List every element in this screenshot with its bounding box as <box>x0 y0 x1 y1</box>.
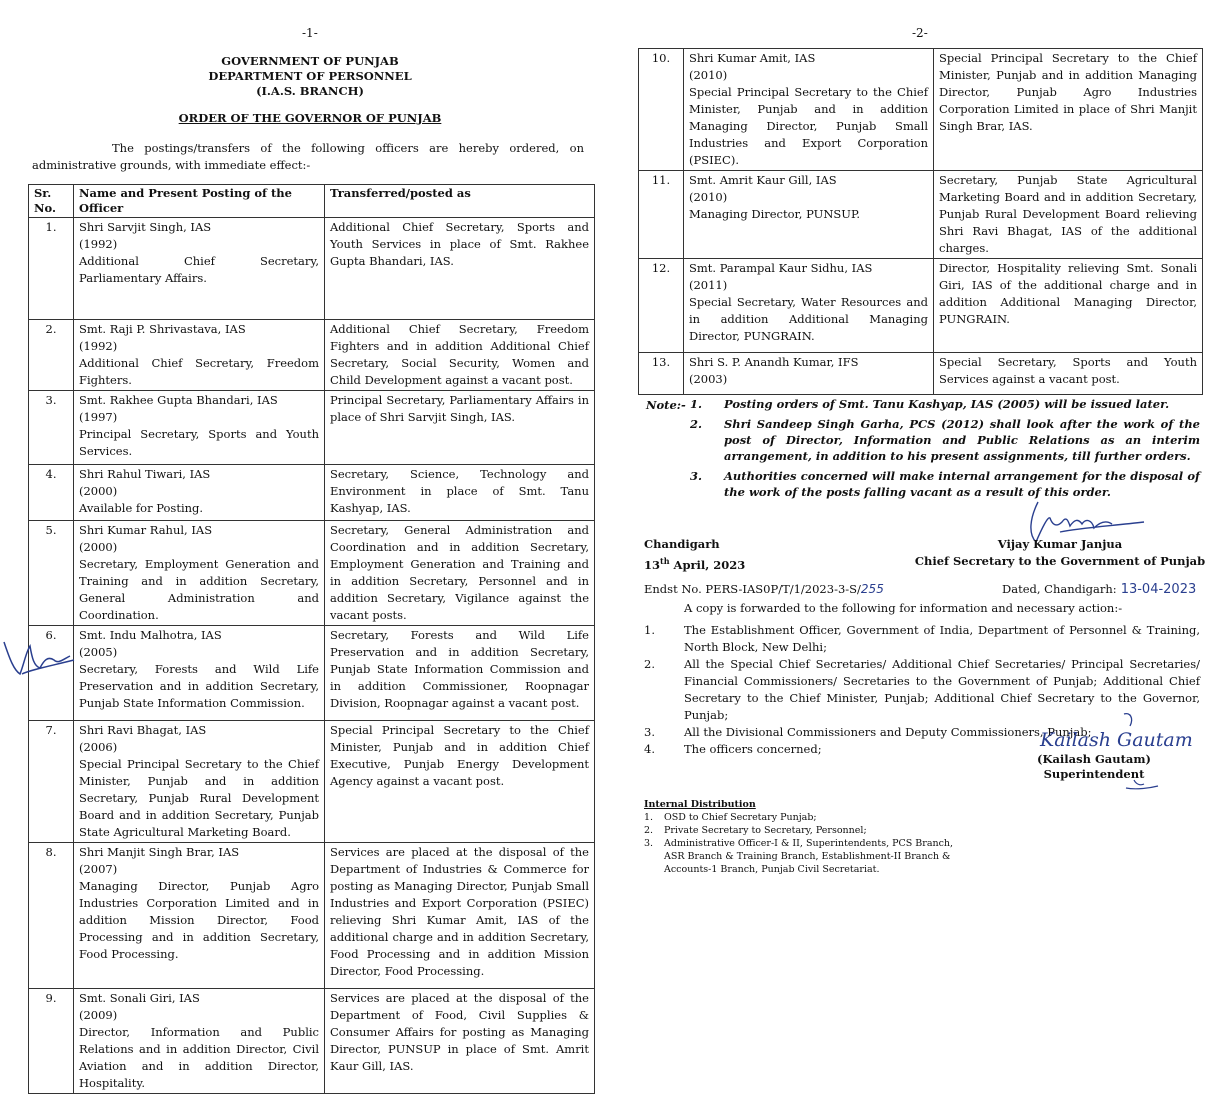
present-posting: Additional Chief Secretary, Freedom Fighters. <box>79 356 319 387</box>
officer-batch: (2009) <box>79 1008 118 1022</box>
note-text: Posting orders of Smt. Tanu Kashyap, IAS (2005) will be issued later. <box>724 397 1170 411</box>
superintendent-tick <box>1122 776 1162 792</box>
officer-name: Shri Manjit Singh Brar, IAS <box>79 845 240 859</box>
sr-no: 6. <box>29 626 74 721</box>
transferred-as: Additional Chief Secretary, Freedom Fighters and in addition Additional Chief Secretary, Social Security, Women and Child Development against a vacant post. <box>325 320 595 391</box>
sr-no: 2. <box>29 320 74 391</box>
officer-cell <box>74 626 325 721</box>
officer-cell <box>684 49 934 171</box>
officer-name: Smt. Sonali Giri, IAS <box>79 991 200 1005</box>
officer-name: Shri Rahul Tiwari, IAS <box>79 467 211 481</box>
officer-name: Smt. Indu Malhotra, IAS <box>79 628 222 642</box>
superintendent-signature <box>1038 710 1193 758</box>
officer-cell <box>74 721 325 843</box>
officer-cell <box>74 465 325 521</box>
note-text: Shri Sandeep Singh Garha, PCS (2012) shall look after the work of the post of Director, Information and Public Relations as an interim arrangement, in addition to his present assignments, till further orders. <box>724 417 1200 463</box>
sr-no: 4. <box>29 465 74 521</box>
transferred-as: Director, Hospitality relieving Smt. Sonali Giri, IAS of the additional charge and in addition Additional Managing Director, PUNGRAIN. <box>934 259 1203 353</box>
sr-no: 7. <box>29 721 74 843</box>
sr-no: 9. <box>29 989 74 1094</box>
present-posting: Available for Posting. <box>79 501 204 515</box>
officer-name: Smt. Parampal Kaur Sidhu, IAS <box>689 261 873 275</box>
place: Chandigarh <box>644 537 720 551</box>
present-posting: Special Principal Secretary to the Chief Minister, Punjab and in addition Managing Director, Punjab Small Industries and Export Corporation (PSIEC). <box>689 85 928 167</box>
table-header-row <box>29 185 595 218</box>
sr-no: 1. <box>29 218 74 320</box>
order-date <box>644 553 745 574</box>
transferred-as: Secretary, Science, Technology and Environment in place of Smt. Tanu Kashyap, IAS. <box>325 465 595 521</box>
transferred-as: Principal Secretary, Parliamentary Affairs in place of Shri Sarvjit Singh, IAS. <box>325 391 595 465</box>
date-suffix: th <box>660 556 670 566</box>
order-title: ORDER OF THE GOVERNOR OF PUNJAB <box>178 111 442 125</box>
internal-item <box>644 837 964 876</box>
note-label: Note:- <box>646 398 686 412</box>
officer-cell <box>74 391 325 465</box>
sr-no: 10. <box>639 49 684 171</box>
officer-batch: (1992) <box>79 237 118 251</box>
table-row <box>29 721 595 843</box>
letterhead-line: (I.A.S. BRANCH) <box>256 84 364 98</box>
endst-text: Endst No. PERS-IAS0P/T/1/2023-3-S/ <box>644 582 861 596</box>
col-header-sr: Sr. No. <box>29 185 74 218</box>
endorsement-date <box>1002 582 1196 597</box>
officer-batch: (2000) <box>79 484 118 498</box>
note-item <box>690 396 1200 412</box>
transferred-as: Secretary, Forests and Wild Life Preservation and in addition Secretary, Punjab State Information Commission and in addition Commissioner, Roopnagar Division, Roopnagar against a vacant post. <box>325 626 595 721</box>
table-row <box>639 259 1203 353</box>
present-posting: Secretary, Forests and Wild Life Preservation and in addition Secretary, Punjab State Information Commission. <box>79 662 319 710</box>
initials-mark <box>0 630 80 680</box>
officer-batch: (2003) <box>689 372 728 386</box>
transferred-as: Secretary, General Administration and Coordination and in addition Secretary, Employment Generation and Training and in addition Secretary, Personnel and in addition Secretary, Vigilance against the vacant posts. <box>325 521 595 626</box>
internal-item <box>644 811 964 824</box>
sr-no: 8. <box>29 843 74 989</box>
recipient-item <box>644 622 1200 656</box>
intro-paragraph: The postings/transfers of the following officers are hereby ordered, on administrative grounds, with immediate effect:- <box>32 141 584 172</box>
page-number: -2- <box>912 26 928 40</box>
transferred-as: Services are placed at the disposal of the Department of Industries & Commerce for posting as Managing Director, Punjab Small Industries and Export Corporation (PSIEC) relieving Shri Kumar Amit, IAS of the additional charge and in addition Secretary, Food Processing and in addition Mission Director, Food Processing. <box>325 843 595 989</box>
officer-cell <box>74 843 325 989</box>
table-body <box>639 49 1203 395</box>
table-row <box>29 843 595 989</box>
officer-batch: (1992) <box>79 339 118 353</box>
officer-cell <box>684 171 934 259</box>
col-header-posted: Transferred/posted as <box>325 185 595 218</box>
col-header-name: Name and Present Posting of the Officer <box>74 185 325 218</box>
transferred-as: Special Principal Secretary to the Chief Minister, Punjab and in addition Chief Executive, Punjab Energy Development Agency against a vacant post. <box>325 721 595 843</box>
signer-name: Vijay Kumar Janjua <box>997 537 1123 551</box>
table-row <box>639 171 1203 259</box>
recipient-number: 3. <box>644 725 655 739</box>
note-item <box>690 468 1200 500</box>
officer-name: Smt. Rakhee Gupta Bhandari, IAS <box>79 393 278 407</box>
internal-distribution-title: Internal Distribution <box>644 799 756 810</box>
present-posting: Managing Director, PUNSUP. <box>689 207 861 221</box>
sr-no: 3. <box>29 391 74 465</box>
recipient-number: 1. <box>644 623 655 637</box>
present-posting: Director, Information and Public Relations and in addition Director, Civil Aviation and in addition Director, Hospitality. <box>79 1025 319 1090</box>
sr-no: 13. <box>639 353 684 395</box>
present-posting: Additional Chief Secretary, Parliamentary Affairs. <box>79 254 319 285</box>
officer-name: Shri Kumar Rahul, IAS <box>79 523 213 537</box>
internal-item <box>644 824 964 837</box>
note-number: 3. <box>690 469 703 483</box>
sr-no: 11. <box>639 171 684 259</box>
endst-handwritten: 255 <box>860 582 884 596</box>
transferred-as: Secretary, Punjab State Agricultural Marketing Board and in addition Secretary, Punjab Rural Development Board relieving Shri Ravi Bhagat, IAS of the additional charges. <box>934 171 1203 259</box>
page-one <box>0 0 614 1090</box>
present-posting: Principal Secretary, Sports and Youth Services. <box>79 427 319 458</box>
transferred-as: Additional Chief Secretary, Sports and Youth Services in place of Smt. Rakhee Gupta Bhandari, IAS. <box>325 218 595 320</box>
internal-number: 1. <box>644 812 654 823</box>
present-posting: Secretary, Employment Generation and Training and in addition Secretary, General Administration and Coordination. <box>79 557 319 622</box>
letterhead-line: GOVERNMENT OF PUNJAB <box>221 54 399 68</box>
officer-cell <box>684 259 934 353</box>
table-row <box>29 521 595 626</box>
transferred-as: Special Principal Secretary to the Chief Minister, Punjab and in addition Managing Director, Punjab Agro Industries Corporation Limited in place of Shri Manjit Singh Brar, IAS. <box>934 49 1203 171</box>
officer-cell <box>74 218 325 320</box>
sr-no: 12. <box>639 259 684 353</box>
officer-batch: (2005) <box>79 645 118 659</box>
dated-handwritten: 13-04-2023 <box>1120 582 1197 597</box>
table-body <box>29 218 595 1094</box>
table-row <box>29 391 595 465</box>
letterhead-line: DEPARTMENT OF PERSONNEL <box>208 69 412 83</box>
letterhead <box>190 54 430 99</box>
present-posting: Special Secretary, Water Resources and in addition Additional Managing Director, PUNGRAIN. <box>689 295 928 343</box>
page-number: -1- <box>302 26 318 40</box>
recipient-text: The Establishment Officer, Government of India, Department of Personnel & Training, North Block, New Delhi; <box>684 623 1200 654</box>
internal-text: Administrative Officer-I & II, Superintendents, PCS Branch, ASR Branch & Training Branch, Establishment-II Branch & Accounts-1 Branch, Punjab Civil Secretariat. <box>664 838 954 875</box>
internal-text: Private Secretary to Secretary, Personnel; <box>664 825 867 836</box>
officer-name: Smt. Amrit Kaur Gill, IAS <box>689 173 837 187</box>
table-row <box>639 49 1203 171</box>
internal-text: OSD to Chief Secretary Punjab; <box>664 812 817 823</box>
present-posting: Special Principal Secretary to the Chief Minister, Punjab and in addition Secretary, Punjab Rural Development Board and in addition Secretary, Punjab State Agricultural Marketing Board. <box>79 757 319 839</box>
signature-block <box>914 536 1206 570</box>
note-text: Authorities concerned will make internal arrangement for the disposal of the work of the posts falling vacant as a result of this order. <box>724 469 1200 499</box>
officer-cell <box>74 320 325 391</box>
officer-batch: (1997) <box>79 410 118 424</box>
svg-text:Kailash Gautam: Kailash Gautam <box>1040 729 1193 751</box>
table-row <box>29 320 595 391</box>
signer-title: Chief Secretary to the Government of Punjab <box>914 554 1206 568</box>
recipient-text: All the Special Chief Secretaries/ Additional Chief Secretaries/ Principal Secretaries/ Financial Commissioners/ Secretaries to the Government of Punjab; Additional Chief Secretary to the Chief Minister, Punjab; Additional Chief Secretary to the Governor, Punjab; <box>684 657 1200 722</box>
postings-table <box>28 184 595 1094</box>
table-row <box>29 218 595 320</box>
endorsement-number <box>644 582 884 596</box>
officer-cell <box>74 521 325 626</box>
superintendent-name: (Kailash Gautam) <box>1037 752 1151 766</box>
dated-label: Dated, Chandigarh: <box>1002 582 1117 596</box>
postings-table-continued <box>638 48 1203 395</box>
table-row <box>29 989 595 1094</box>
officer-cell <box>684 353 934 395</box>
note-number: 2. <box>690 417 703 431</box>
internal-number: 3. <box>644 838 654 849</box>
superintendent-title: Superintendent <box>1043 767 1145 781</box>
page-two <box>614 0 1228 1045</box>
officer-batch: (2000) <box>79 540 118 554</box>
date-day: 13 <box>644 557 661 572</box>
officer-cell <box>74 989 325 1094</box>
note-number: 1. <box>690 397 703 411</box>
forward-line: A copy is forwarded to the following for information and necessary action:- <box>684 601 1123 615</box>
notes-list <box>690 396 1200 504</box>
officer-batch: (2010) <box>689 68 728 82</box>
note-item <box>690 416 1200 464</box>
officer-name: Shri Kumar Amit, IAS <box>689 51 816 65</box>
officer-name: Smt. Raji P. Shrivastava, IAS <box>79 322 246 336</box>
officer-name: Shri S. P. Anandh Kumar, IFS <box>689 355 859 369</box>
internal-distribution <box>644 798 964 876</box>
date-rest: April, 2023 <box>669 557 746 572</box>
officer-name: Shri Sarvjit Singh, IAS <box>79 220 212 234</box>
officer-name: Shri Ravi Bhagat, IAS <box>79 723 207 737</box>
internal-number: 2. <box>644 825 654 836</box>
table-row <box>29 626 595 721</box>
sr-no: 5. <box>29 521 74 626</box>
place-date <box>644 536 745 574</box>
table-row <box>29 465 595 521</box>
recipient-number: 2. <box>644 657 655 671</box>
officer-batch: (2011) <box>689 278 728 292</box>
officer-batch: (2010) <box>689 190 728 204</box>
transferred-as: Services are placed at the disposal of the Department of Food, Civil Supplies & Consumer Affairs for posting as Managing Director, PUNSUP in place of Smt. Amrit Kaur Gill, IAS. <box>325 989 595 1094</box>
recipient-text: All the Divisional Commissioners and Deputy Commissioners, Punjab; <box>684 725 1092 739</box>
table-row <box>639 353 1203 395</box>
transferred-as: Special Secretary, Sports and Youth Services against a vacant post. <box>934 353 1203 395</box>
recipient-text: The officers concerned; <box>684 742 822 756</box>
present-posting: Managing Director, Punjab Agro Industries Corporation Limited and in addition Mission Director, Food Processing and in addition Secretary, Food Processing. <box>79 879 319 961</box>
officer-batch: (2007) <box>79 862 118 876</box>
officer-batch: (2006) <box>79 740 118 754</box>
recipient-number: 4. <box>644 742 655 756</box>
